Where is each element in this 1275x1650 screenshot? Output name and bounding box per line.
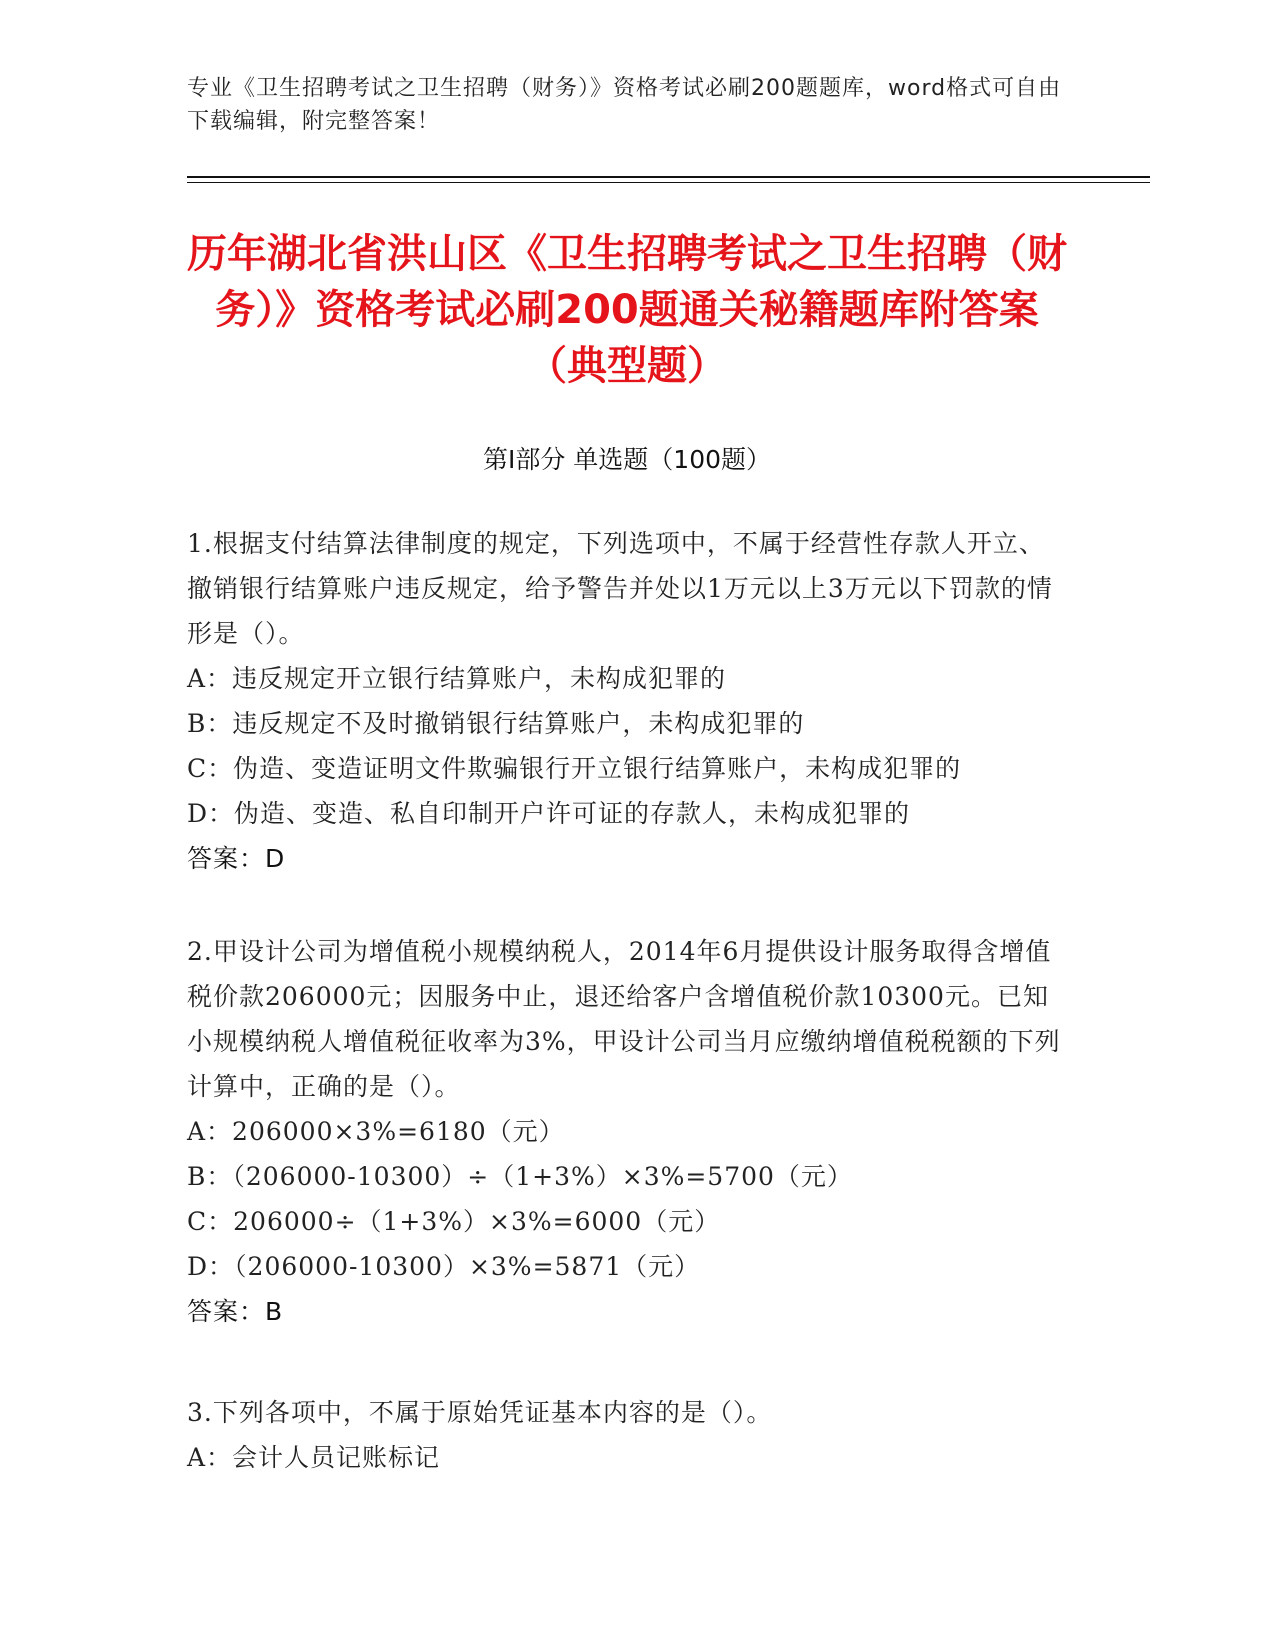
question-option-a: A：会计人员记账标记 (187, 1443, 441, 1472)
document-title: 历年湖北省洪山区《卫生招聘考试之卫生招聘（财务）》资格考试必刷200题通关秘籍题库附答案（典型题） (187, 231, 1067, 389)
question-option-b: B：（206000-10300）÷（1+3%）×3%=5700（元） (187, 1162, 853, 1191)
question-option-d: D：伪造、变造、私自印制开户许可证的存款人，未构成犯罪的 (187, 799, 911, 828)
question-2 (187, 929, 1067, 1334)
question-stem: 1.根据支付结算法律制度的规定，下列选项中，不属于经营性存款人开立、撤销银行结算账户违反规定，给予警告并处以1万元以上3万元以下罚款的情形是（）。 (187, 529, 1053, 648)
question-option-c: C：206000÷（1+3%）×3%=6000（元） (187, 1207, 721, 1236)
question-stem: 2.甲设计公司为增值税小规模纳税人，2014年6月提供设计服务取得含增值税价款206000元；因服务中止，退还给客户含增值税价款10300元。已知小规模纳税人增值税征收率为3%，甲设计公司当月应缴纳增值税税额的下列计算中，正确的是（）。 (187, 937, 1061, 1101)
question-option-c: C：伪造、变造证明文件欺骗银行开立银行结算账户，未构成犯罪的 (187, 754, 962, 783)
question-option-a: A：违反规定开立银行结算账户，未构成犯罪的 (187, 664, 727, 693)
header-divider-thin (187, 182, 1150, 183)
header-divider-thick (187, 176, 1150, 178)
question-option-d: D：（206000-10300）×3%=5871（元） (187, 1252, 701, 1281)
question-option-b: B：违反规定不及时撤销银行结算账户，未构成犯罪的 (187, 709, 805, 738)
question-1 (187, 521, 1067, 881)
section-heading: 第Ⅰ部分 单选题（100题） (482, 445, 772, 474)
question-stem: 3.下列各项中，不属于原始凭证基本内容的是（）。 (187, 1398, 773, 1427)
question-answer: 答案：B (187, 1297, 284, 1326)
question-3 (187, 1390, 1067, 1480)
question-option-a: A：206000×3%=6180（元） (187, 1117, 565, 1146)
question-answer: 答案：D (187, 844, 286, 873)
header-note: 专业《卫生招聘考试之卫生招聘（财务）》资格考试必刷200题题库，word格式可自由下载编辑，附完整答案！ (187, 76, 1062, 134)
